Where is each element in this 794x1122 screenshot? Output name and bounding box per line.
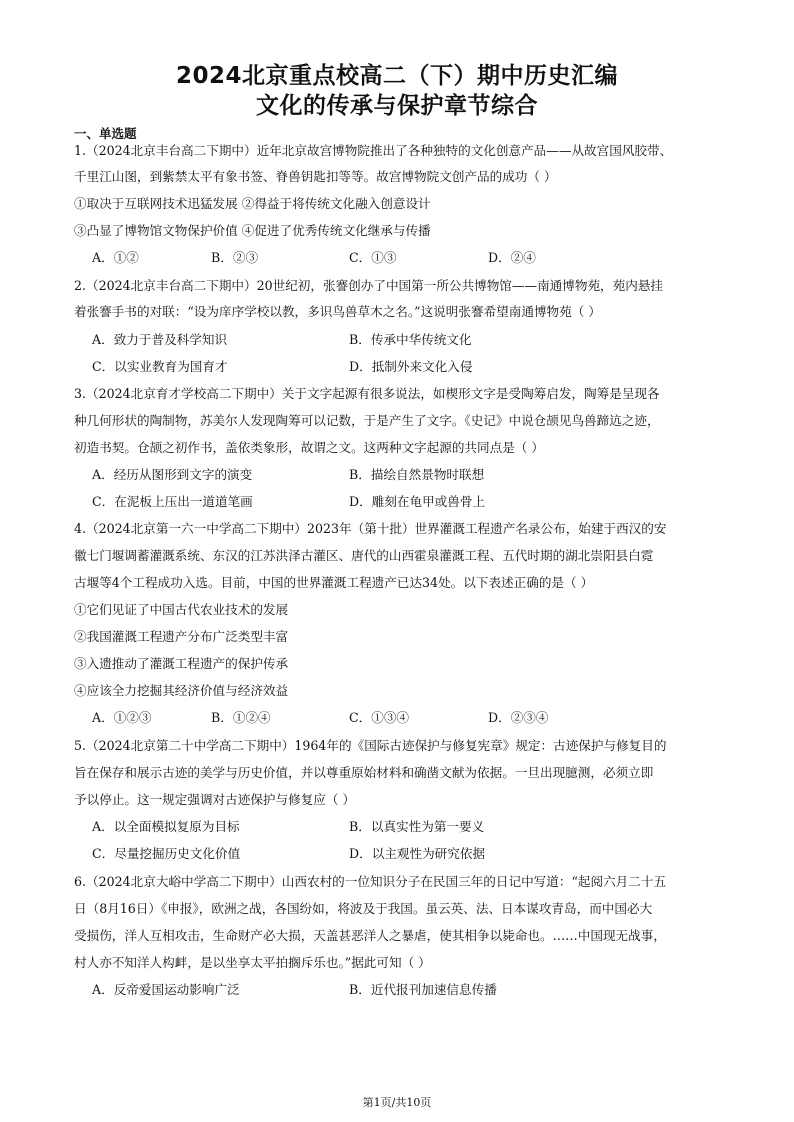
question-5-line: 旨在保存和展示古迹的美学与历史价值，并以尊重原始材料和确凿文献为依据。一旦出现臆测，必须立即 (74, 765, 654, 780)
question-2-line: 着张謇手书的对联：“设为庠序学校以教，多识鸟兽草木之名。”这说明张謇希望南通博物苑（ ） (74, 304, 601, 319)
question-4-statement: ④应该全力挖掘其经济价值与经济效益 (74, 683, 289, 698)
question-5-option-a[interactable]: A．以全面模拟复原为目标 (92, 819, 240, 834)
question-4-option-a[interactable]: A．①②③ (92, 710, 152, 725)
question-6-option-b[interactable]: B．近代报刊加速信息传播 (349, 982, 497, 997)
question-2-option-b[interactable]: B．传承中华传统文化 (349, 332, 472, 347)
question-3-option-a[interactable]: A．经历从图形到文字的演变 (92, 467, 253, 482)
question-1-option-c[interactable]: C．①③ (349, 250, 397, 265)
question-4-option-b[interactable]: B．①②④ (211, 710, 271, 725)
question-5-option-b[interactable]: B．以真实性为第一要义 (349, 819, 485, 834)
question-3-option-d[interactable]: D．雕刻在龟甲或兽骨上 (349, 494, 486, 509)
question-5-line: 5.（2024北京第二十中学高二下期中）1964年的《国际古迹保护与修复宪章》规定：古迹保护与修复目的 (74, 738, 667, 753)
page-footer: 第1页/共10页 (362, 1096, 432, 1109)
question-3-line: 初造书契。仓颉之初作书，盖依类象形，故谓之文。这两种文字起源的共同点是（ ） (74, 440, 544, 455)
question-1-statement: ③凸显了博物馆文物保护价值 ④促进了优秀传统文化继承与传播 (74, 223, 431, 238)
question-4-line: 徽七门堰调蓄灌溉系统、东汉的江苏洪泽古灌区、唐代的山西霍泉灌溉工程、五代时期的湖北崇阳县白霓 (74, 548, 654, 563)
question-5-line: 予以停止。这一规定强调对古迹保护与修复应（ ） (74, 792, 356, 807)
question-3-line: 3.（2024北京育才学校高二下期中）关于文字起源有很多说法，如楔形文字是受陶筹启发，陶筹是呈现各 (74, 386, 660, 401)
section-heading: 一、单选题 (74, 126, 137, 141)
question-6-line: 6.（2024北京大峪中学高二下期中）山西农村的一位知识分子在民国三年的日记中写道：“起阅六月二十五 (74, 874, 667, 889)
question-2-option-d[interactable]: D．抵制外来文化入侵 (349, 359, 473, 374)
question-2-option-a[interactable]: A．致力于普及科学知识 (92, 332, 228, 347)
question-4-option-d[interactable]: D．②③④ (488, 710, 549, 725)
question-6-line: 村人亦不知洋人构衅，是以坐享太平拍搁斥乐也。”据此可知（ ） (74, 955, 431, 970)
question-1-statement: ①取决于互联网技术迅猛发展 ②得益于将传统文化融入创意设计 (74, 196, 431, 211)
question-4-statement: ③入遗推动了灌溉工程遗产的保护传承 (74, 656, 289, 671)
question-2-option-c[interactable]: C．以实业教育为国育才 (92, 359, 228, 374)
question-1-option-a[interactable]: A．①② (92, 250, 139, 265)
question-5-option-d[interactable]: D．以主观性为研究依据 (349, 846, 486, 861)
question-4-statement: ①它们见证了中国古代农业技术的发展 (74, 602, 289, 617)
question-2-line: 2.（2024北京丰台高二下期中）20世纪初，张謇创办了中国第一所公共博物馆——南通博物苑，苑内悬挂 (74, 278, 664, 293)
question-6-option-a[interactable]: A．反帝爱国运动影响广泛 (92, 982, 240, 997)
question-4-option-c[interactable]: C．①③④ (349, 710, 410, 725)
doc-title-line2: 文化的传承与保护章节综合 (256, 93, 538, 119)
question-4-line: 古堰等4个工程成功入选。目前，中国的世界灌溉工程遗产已达34处。以下表述正确的是（ ） (74, 575, 594, 590)
question-3-option-b[interactable]: B．描绘自然景物时联想 (349, 467, 485, 482)
question-6-line: 受损伤，洋人互相攻击，生命财产必大损，天盖甚恶洋人之暴虐，使其相争以毙命也。……中国现无战事， (74, 928, 666, 943)
question-4-statement: ②我国灌溉工程遗产分布广泛类型丰富 (74, 629, 289, 644)
question-1-line: 千里江山图，到紫禁太平有象书签、脊兽钥匙扣等等。故宫博物院文创产品的成功（ ） (74, 169, 557, 184)
question-5-option-c[interactable]: C．尽量挖掘历史文化价值 (92, 846, 241, 861)
question-4-line: 4.（2024北京第一六一中学高二下期中）2023年（第十批）世界灌溉工程遗产名录公布，始建于西汉的安 (74, 521, 667, 536)
question-3-line: 种几何形状的陶制物，苏美尔人发现陶筹可以记数，于是产生了文字。《史记》中说仓颉见鸟兽蹄迒之迹， (74, 413, 660, 428)
question-1-option-d[interactable]: D．②④ (488, 250, 536, 265)
doc-title-line1: 2024北京重点校高二（下）期中历史汇编 (175, 63, 618, 89)
question-1-line: 1.（2024北京丰台高二下期中）近年北京故宫博物院推出了各种独特的文化创意产品——从故宫国风胶带、 (74, 143, 673, 158)
question-3-option-c[interactable]: C．在泥板上压出一道道笔画 (92, 494, 253, 509)
question-6-line: 日（8月16日）《申报》，欧洲之战，各国纷如，将波及于我国。虽云英、法、日本谋攻青岛，而中国必大 (74, 901, 653, 916)
question-1-option-b[interactable]: B．②③ (211, 250, 259, 265)
